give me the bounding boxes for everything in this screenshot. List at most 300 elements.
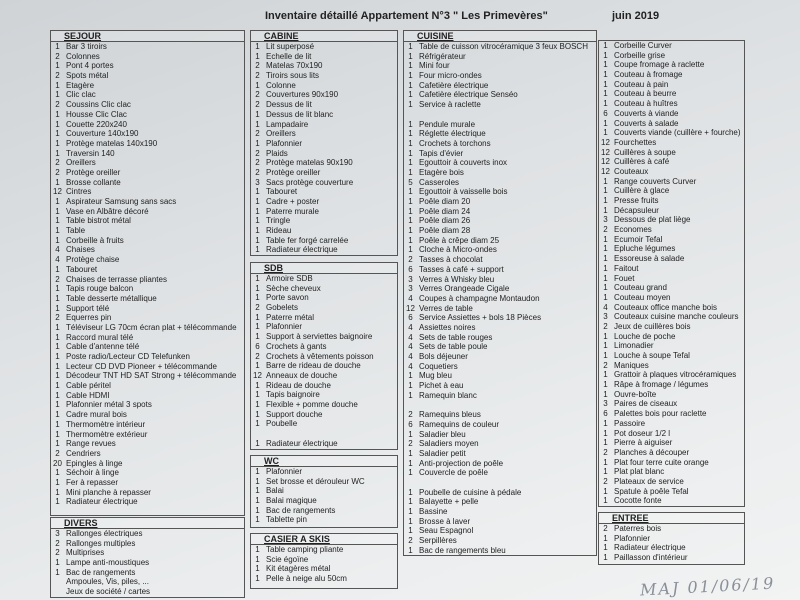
item-label: Radiateur électrique — [66, 497, 138, 507]
item-label: Plafonnier — [266, 467, 303, 476]
list-item — [251, 178, 397, 188]
list-item — [404, 459, 596, 469]
list-item — [51, 42, 244, 52]
item-label: Verres de table — [419, 303, 473, 313]
item-label: Coussins Clic clac — [66, 100, 131, 110]
list-item — [599, 293, 744, 303]
item-quantity: 1 — [255, 564, 260, 574]
item-quantity: 1 — [255, 274, 260, 283]
list-item — [251, 293, 397, 303]
item-quantity: 1 — [408, 129, 413, 139]
item-quantity: 1 — [408, 167, 413, 177]
item-label: Housse Clic Clac — [66, 109, 127, 119]
item-quantity: 4 — [55, 255, 60, 265]
item-label: Chaises de terrasse pliantes — [66, 274, 167, 284]
item-label: Rideau — [266, 226, 292, 236]
item-label: Table — [66, 226, 86, 236]
item-quantity: 1 — [55, 332, 60, 342]
list-item — [251, 52, 397, 62]
list-item — [51, 468, 244, 478]
list-item — [251, 207, 397, 217]
list-item — [51, 439, 244, 449]
item-quantity: 4 — [408, 293, 413, 303]
item-label: Balai magique — [266, 496, 317, 506]
item-quantity: 1 — [55, 206, 60, 216]
item-quantity: 1 — [603, 41, 608, 50]
item-label: Serpillères — [419, 536, 457, 546]
item-quantity: 1 — [603, 543, 608, 553]
list-item — [404, 342, 596, 352]
item-label: Radiateur électrique — [266, 438, 338, 448]
item-quantity: 1 — [603, 50, 608, 60]
list-item — [51, 197, 244, 207]
item-quantity: 12 — [601, 166, 610, 176]
item-label: Rallonges multiples — [66, 538, 136, 548]
item-label: Spatule à poêle Tefal — [614, 486, 689, 496]
list-item — [251, 139, 397, 149]
list-item — [404, 139, 596, 149]
item-quantity: 2 — [255, 167, 260, 177]
item-quantity: 1 — [603, 244, 608, 254]
item-label: Coquetiers — [419, 361, 458, 371]
item-quantity: 1 — [408, 216, 413, 226]
item-quantity: 1 — [408, 497, 413, 507]
list-item — [251, 574, 397, 584]
item-quantity: 3 — [603, 399, 608, 409]
item-label: Poêle diam 28 — [419, 226, 471, 236]
list-item — [51, 449, 244, 459]
list-item — [404, 304, 596, 314]
list-item — [599, 244, 744, 254]
item-quantity: 2 — [408, 410, 413, 420]
item-label: Cintres — [66, 187, 92, 197]
item-label: Tringle — [266, 216, 291, 226]
section-divers — [50, 517, 245, 598]
list-item — [251, 81, 397, 91]
item-quantity — [404, 478, 417, 488]
list-item — [51, 284, 244, 294]
page-date: juin 2019 — [612, 10, 660, 22]
section-title: WC — [251, 456, 397, 467]
list-item — [51, 362, 244, 372]
item-label: Mini planche à repasser — [66, 487, 151, 497]
item-quantity: 1 — [408, 158, 413, 168]
list-item — [404, 284, 596, 294]
item-quantity: 1 — [255, 419, 260, 429]
item-label: Décodeur TNT HD SAT Strong + télécommande — [66, 371, 237, 381]
item-label: Tapis d'évier — [419, 148, 464, 158]
item-quantity: 1 — [408, 429, 413, 439]
item-quantity: 1 — [255, 283, 260, 293]
item-quantity: 2 — [55, 71, 60, 81]
item-label: Coupe fromage à raclette — [614, 60, 705, 70]
list-item — [404, 333, 596, 343]
list-item — [404, 61, 596, 71]
item-quantity: 1 — [55, 558, 60, 568]
item-label: Table fer forgé carrelée — [266, 235, 349, 245]
item-label: Jeux de société / cartes — [66, 587, 151, 597]
item-label: Poêle diam 20 — [419, 197, 471, 206]
item-quantity — [404, 110, 417, 120]
item-quantity: 2 — [255, 129, 260, 139]
page-title: Inventaire détaillé Appartement N°3 " Les Primevères" — [265, 10, 548, 22]
item-label: Ramequins de couleur — [419, 419, 500, 429]
list-item — [599, 553, 744, 563]
item-quantity: 1 — [603, 380, 608, 390]
item-label: Etagère bois — [419, 167, 464, 177]
item-quantity: 2 — [603, 360, 608, 370]
item-label: Lampadaire — [266, 119, 309, 129]
list-item — [404, 430, 596, 440]
list-item — [599, 80, 744, 90]
item-label: Coupes à champagne Montaudon — [419, 293, 540, 303]
list-item — [404, 207, 596, 217]
list-item — [599, 429, 744, 439]
item-label: Bols déjeuner — [419, 352, 468, 361]
list-item — [599, 534, 744, 544]
item-label: Verres à Whisky bleu — [419, 274, 495, 284]
item-quantity: 1 — [408, 516, 413, 526]
item-quantity: 2 — [255, 148, 260, 158]
item-label: Mug bleu — [419, 371, 452, 381]
item-quantity: 1 — [255, 476, 260, 486]
item-label: Mini four — [419, 61, 450, 71]
list-item — [599, 477, 744, 487]
list-item — [599, 254, 744, 264]
item-label: Couverts à viande — [614, 108, 679, 118]
list-item — [404, 497, 596, 507]
item-quantity: 1 — [55, 119, 60, 129]
list-item — [51, 577, 244, 587]
item-label: Economes — [614, 225, 652, 235]
item-quantity: 4 — [408, 332, 413, 342]
item-label: Grattoir à plaques vitrocéramiques — [614, 370, 737, 380]
item-quantity: 2 — [55, 548, 60, 558]
list-item — [51, 275, 244, 285]
list-item — [251, 274, 397, 284]
item-label: Plat four terre cuite orange — [614, 457, 709, 467]
list-item — [404, 90, 596, 100]
item-label: Thermomètre intérieur — [66, 419, 146, 429]
item-label: Couette 220x240 — [66, 119, 127, 129]
list-item — [404, 216, 596, 226]
item-label: Cadre + poster — [266, 197, 320, 206]
item-label: Paterre murale — [266, 206, 319, 216]
item-quantity: 1 — [55, 400, 60, 410]
list-item — [404, 468, 596, 478]
list-item — [51, 352, 244, 362]
item-label: Egouttoir à couverts inox — [419, 158, 508, 168]
list-item — [404, 439, 596, 449]
item-label: Epingles à linge — [66, 458, 123, 468]
item-label: Poubelle — [266, 419, 298, 429]
item-quantity: 1 — [55, 322, 60, 332]
item-label: Service Assiettes + bols 18 Pièces — [419, 313, 542, 323]
item-quantity: 2 — [55, 313, 60, 323]
item-quantity: 1 — [603, 457, 608, 467]
list-item — [599, 89, 744, 99]
list-item — [51, 342, 244, 352]
list-item — [51, 158, 244, 168]
list-item — [251, 361, 397, 371]
item-quantity: 2 — [603, 321, 608, 331]
list-item — [251, 400, 397, 410]
list-item — [404, 265, 596, 275]
list-item — [599, 361, 744, 371]
item-label: Crochets à gants — [266, 341, 327, 351]
list-item — [404, 371, 596, 381]
item-quantity: 1 — [408, 226, 413, 236]
item-label: Réglette électrique — [419, 129, 486, 139]
item-quantity: 1 — [408, 138, 413, 148]
item-quantity: 2 — [55, 274, 60, 284]
list-item — [599, 109, 744, 119]
item-quantity — [251, 429, 264, 439]
list-item — [599, 51, 744, 61]
item-label: Tapis baignoire — [266, 390, 320, 400]
item-quantity: 1 — [55, 109, 60, 119]
item-quantity: 1 — [408, 371, 413, 381]
item-label: Couvertures 90x190 — [266, 90, 339, 100]
item-quantity: 1 — [408, 235, 413, 245]
item-label: Lampe anti-moustiques — [66, 558, 150, 568]
list-item — [404, 120, 596, 130]
list-item — [51, 400, 244, 410]
list-item — [599, 390, 744, 400]
item-quantity: 12 — [601, 157, 610, 167]
item-label: Tabouret — [66, 264, 98, 274]
item-label: Poêle diam 26 — [419, 216, 471, 226]
item-label: Bassine — [419, 507, 448, 516]
item-label: Presse fruits — [614, 196, 659, 205]
list-item — [51, 548, 244, 558]
list-item — [404, 245, 596, 255]
list-item — [51, 139, 244, 149]
item-label: Poubelle de cuisine à pédale — [419, 487, 522, 497]
item-label: Ramequin blanc — [419, 390, 477, 400]
item-label — [264, 429, 397, 439]
item-label: Ampoules, Vis, piles, ... — [66, 577, 149, 587]
item-quantity: 3 — [55, 529, 60, 538]
list-item — [599, 467, 744, 477]
item-label: Couteaux cuisine manche couleurs — [614, 312, 739, 322]
item-quantity: 2 — [55, 158, 60, 168]
list-item — [404, 526, 596, 536]
item-quantity: 1 — [55, 148, 60, 158]
item-quantity: 2 — [603, 476, 608, 486]
list-item — [599, 196, 744, 206]
item-quantity: 1 — [408, 80, 413, 90]
item-quantity: 1 — [603, 70, 608, 80]
item-label: Radiateur électrique — [266, 245, 338, 255]
list-item — [51, 149, 244, 159]
list-item — [599, 206, 744, 216]
list-item — [51, 459, 244, 469]
item-label: Tabouret — [266, 187, 298, 197]
section-casier-a-skis — [250, 533, 398, 589]
item-quantity: 1 — [603, 467, 608, 477]
item-label: Brosse à laver — [419, 516, 471, 526]
section-title: ENTREE — [599, 513, 744, 524]
section-entree — [598, 512, 745, 565]
item-label: Barre de rideau de douche — [266, 361, 361, 371]
list-item — [51, 226, 244, 236]
list-item — [599, 370, 744, 380]
section-sdb — [250, 262, 398, 450]
item-label: Passoire — [614, 418, 646, 428]
item-quantity: 1 — [255, 515, 260, 525]
item-label: Couvercle de poêle — [419, 468, 488, 478]
item-label: Saladier petit — [419, 448, 466, 458]
list-item — [599, 409, 744, 419]
item-quantity: 1 — [603, 205, 608, 215]
item-label: Flexible + pomme douche — [266, 399, 358, 409]
item-quantity: 2 — [255, 90, 260, 100]
list-item — [251, 158, 397, 168]
list-item — [251, 390, 397, 400]
item-label: Colonne — [266, 80, 296, 90]
item-label: Tiroirs sous lits — [266, 71, 320, 81]
item-quantity: 3 — [255, 177, 260, 187]
item-quantity — [404, 400, 417, 410]
item-quantity: 2 — [408, 536, 413, 546]
item-label: Table camping pliante — [266, 545, 344, 554]
item-label: Plafonnier — [266, 138, 303, 148]
list-item — [599, 543, 744, 553]
item-quantity: 1 — [55, 216, 60, 226]
list-item — [599, 70, 744, 80]
list-item — [51, 558, 244, 568]
item-label: Protège matelas 140x190 — [66, 138, 158, 148]
item-quantity: 1 — [603, 370, 608, 380]
list-item — [404, 400, 596, 410]
item-quantity: 1 — [603, 438, 608, 448]
list-item — [51, 265, 244, 275]
item-label: Poêle diam 24 — [419, 206, 471, 216]
list-item — [599, 312, 744, 322]
item-label: Chaises — [66, 245, 95, 255]
list-item — [599, 341, 744, 351]
item-quantity: 1 — [55, 303, 60, 313]
item-label: Planches à découper — [614, 447, 690, 457]
item-quantity: 1 — [255, 380, 260, 390]
list-item — [251, 245, 397, 255]
list-item — [599, 41, 744, 51]
item-quantity: 1 — [55, 264, 60, 274]
list-item — [251, 303, 397, 313]
item-label: Traversin 140 — [66, 148, 115, 158]
item-quantity: 1 — [55, 235, 60, 245]
item-label: Décapsuleur — [614, 205, 659, 215]
item-quantity: 2 — [255, 71, 260, 81]
item-quantity: 1 — [603, 331, 608, 341]
item-quantity: 1 — [55, 390, 60, 400]
item-label: Poste radio/Lecteur CD Telefunken — [66, 352, 190, 361]
list-item — [51, 323, 244, 333]
item-label: Paterre métal — [266, 312, 315, 322]
list-item — [251, 439, 397, 449]
item-label: Porte savon — [266, 293, 309, 303]
section-cuisine-suite — [598, 40, 745, 507]
item-label: Echelle de lit — [266, 51, 312, 61]
list-item — [251, 110, 397, 120]
list-item — [51, 178, 244, 188]
list-item — [51, 294, 244, 304]
item-quantity: 1 — [255, 505, 260, 515]
list-item — [51, 587, 244, 597]
item-quantity: 1 — [255, 322, 260, 332]
item-label: Assiettes noires — [419, 322, 476, 332]
item-quantity: 6 — [255, 341, 260, 351]
list-item — [599, 215, 744, 225]
item-label: Matelas 70x190 — [266, 61, 323, 71]
item-quantity: 1 — [408, 487, 413, 497]
list-item — [404, 81, 596, 91]
item-quantity: 1 — [255, 226, 260, 236]
list-item — [599, 148, 744, 158]
item-label: Corbeille grise — [614, 50, 666, 60]
item-quantity: 1 — [255, 235, 260, 245]
item-label: Couteau moyen — [614, 292, 671, 302]
item-label: Support télé — [66, 303, 110, 313]
list-item — [51, 168, 244, 178]
item-label: Fouet — [614, 273, 635, 283]
item-quantity: 1 — [55, 371, 60, 381]
item-label: Plafonnier — [614, 533, 651, 543]
item-label: Radiateur électrique — [614, 543, 686, 553]
item-label: Pelle à neige alu 50cm — [266, 574, 347, 584]
list-item — [404, 168, 596, 178]
item-label: Vase en Albâtre décoré — [66, 206, 149, 216]
item-quantity: 12 — [601, 137, 610, 147]
item-quantity: 2 — [408, 439, 413, 449]
item-quantity: 4 — [603, 302, 608, 312]
item-quantity: 1 — [255, 399, 260, 409]
list-item — [251, 120, 397, 130]
item-quantity: 1 — [55, 42, 60, 51]
item-label: Cafetière électrique Senséo — [419, 90, 518, 100]
item-label: Couverts viande (cuillère + fourche) — [614, 128, 741, 138]
list-item — [251, 100, 397, 110]
list-item — [51, 216, 244, 226]
item-quantity: 2 — [255, 351, 260, 361]
list-item — [599, 128, 744, 138]
item-quantity: 1 — [603, 389, 608, 399]
list-item — [404, 197, 596, 207]
item-quantity: 1 — [408, 390, 413, 400]
item-label: Epluche légumes — [614, 244, 676, 254]
item-quantity: 1 — [55, 381, 60, 391]
item-quantity: 1 — [408, 61, 413, 71]
item-label: Cocotte fonte — [614, 496, 662, 506]
item-quantity: 1 — [55, 352, 60, 361]
list-item — [599, 138, 744, 148]
list-item — [51, 71, 244, 81]
item-quantity: 1 — [255, 312, 260, 322]
list-item — [404, 52, 596, 62]
list-item — [251, 42, 397, 52]
item-quantity: 1 — [255, 245, 260, 255]
item-label: Palettes bois pour raclette — [614, 409, 707, 419]
list-item — [51, 381, 244, 391]
list-item — [599, 60, 744, 70]
item-label: Cuillères à café — [614, 157, 670, 167]
item-label: Bac de rangements — [66, 567, 136, 577]
item-label: Ecumoir Tefal — [614, 234, 663, 244]
item-quantity: 3 — [408, 274, 413, 284]
item-label: Plafonnier — [266, 322, 303, 332]
list-item — [51, 245, 244, 255]
